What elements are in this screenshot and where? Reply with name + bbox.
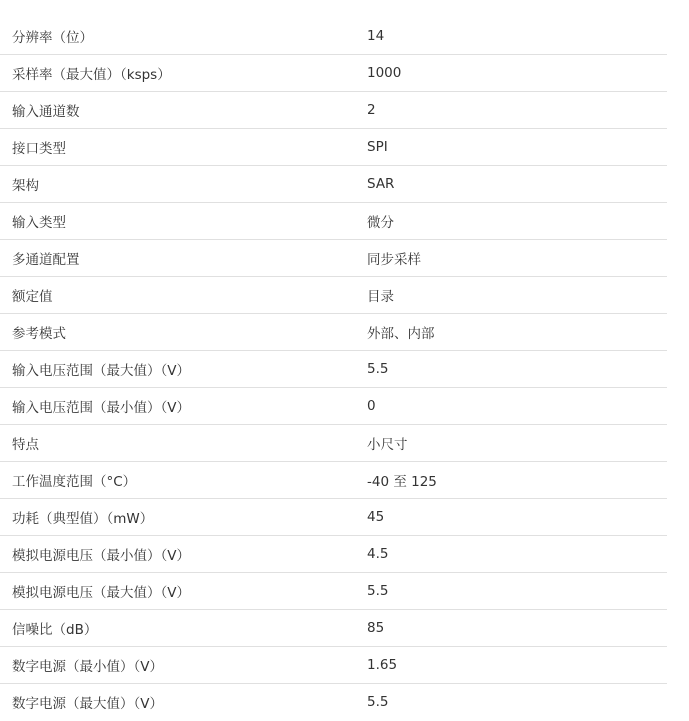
spec-row — [0, 240, 667, 277]
spec-row — [0, 573, 667, 610]
spec-label: 分辨率（位） — [12, 30, 93, 46]
spec-row — [0, 425, 667, 462]
spec-value: -40 至 125 — [367, 474, 437, 490]
spec-row — [0, 277, 667, 314]
spec-value: 85 — [367, 620, 385, 636]
spec-label: 模拟电源电压（最大值）（V） — [12, 585, 190, 601]
spec-label: 特点 — [12, 437, 39, 453]
spec-row — [0, 647, 667, 684]
spec-value: 14 — [367, 28, 385, 44]
spec-value: 1.65 — [367, 657, 398, 673]
spec-label: 输入电压范围（最小值）（V） — [12, 400, 190, 416]
spec-value: 5.5 — [367, 361, 389, 377]
spec-value: 0 — [367, 398, 376, 414]
spec-row — [0, 55, 667, 92]
spec-row — [0, 18, 667, 55]
spec-value: 2 — [367, 102, 376, 118]
spec-value: SPI — [367, 139, 388, 155]
spec-row — [0, 129, 667, 166]
spec-row — [0, 388, 667, 425]
spec-value: 小尺寸 — [367, 437, 408, 453]
spec-label: 信噪比（dB） — [12, 622, 98, 638]
spec-value: 1000 — [367, 65, 402, 81]
spec-label: 输入类型 — [12, 215, 66, 231]
spec-value: 微分 — [367, 215, 394, 231]
spec-row — [0, 351, 667, 388]
spec-label: 接口类型 — [12, 141, 66, 157]
spec-row — [0, 536, 667, 573]
spec-value: 目录 — [367, 289, 394, 305]
spec-table — [0, 18, 667, 720]
spec-label: 额定值 — [12, 289, 53, 305]
spec-row — [0, 684, 667, 720]
spec-label: 输入电压范围（最大值）（V） — [12, 363, 190, 379]
spec-label: 功耗（典型值）（mW） — [12, 511, 154, 527]
spec-value: 5.5 — [367, 694, 389, 710]
spec-label: 参考模式 — [12, 326, 66, 342]
spec-label: 多通道配置 — [12, 252, 80, 268]
spec-row — [0, 166, 667, 203]
spec-label: 输入通道数 — [12, 104, 80, 120]
spec-value: 同步采样 — [367, 252, 421, 268]
spec-value: 45 — [367, 509, 385, 525]
spec-row — [0, 314, 667, 351]
spec-row — [0, 462, 667, 499]
spec-value: 外部、内部 — [367, 326, 435, 342]
spec-row — [0, 499, 667, 536]
spec-value: 4.5 — [367, 546, 389, 562]
spec-row — [0, 203, 667, 240]
spec-row — [0, 610, 667, 647]
spec-label: 数字电源（最小值）（V） — [12, 659, 163, 675]
spec-label: 架构 — [12, 178, 39, 194]
spec-row — [0, 92, 667, 129]
spec-value: SAR — [367, 176, 395, 192]
spec-label: 工作温度范围（°C） — [12, 474, 137, 490]
spec-value: 5.5 — [367, 583, 389, 599]
spec-label: 采样率（最大值）（ksps） — [12, 67, 171, 83]
spec-label: 模拟电源电压（最小值）（V） — [12, 548, 190, 564]
spec-label: 数字电源（最大值）（V） — [12, 696, 163, 712]
